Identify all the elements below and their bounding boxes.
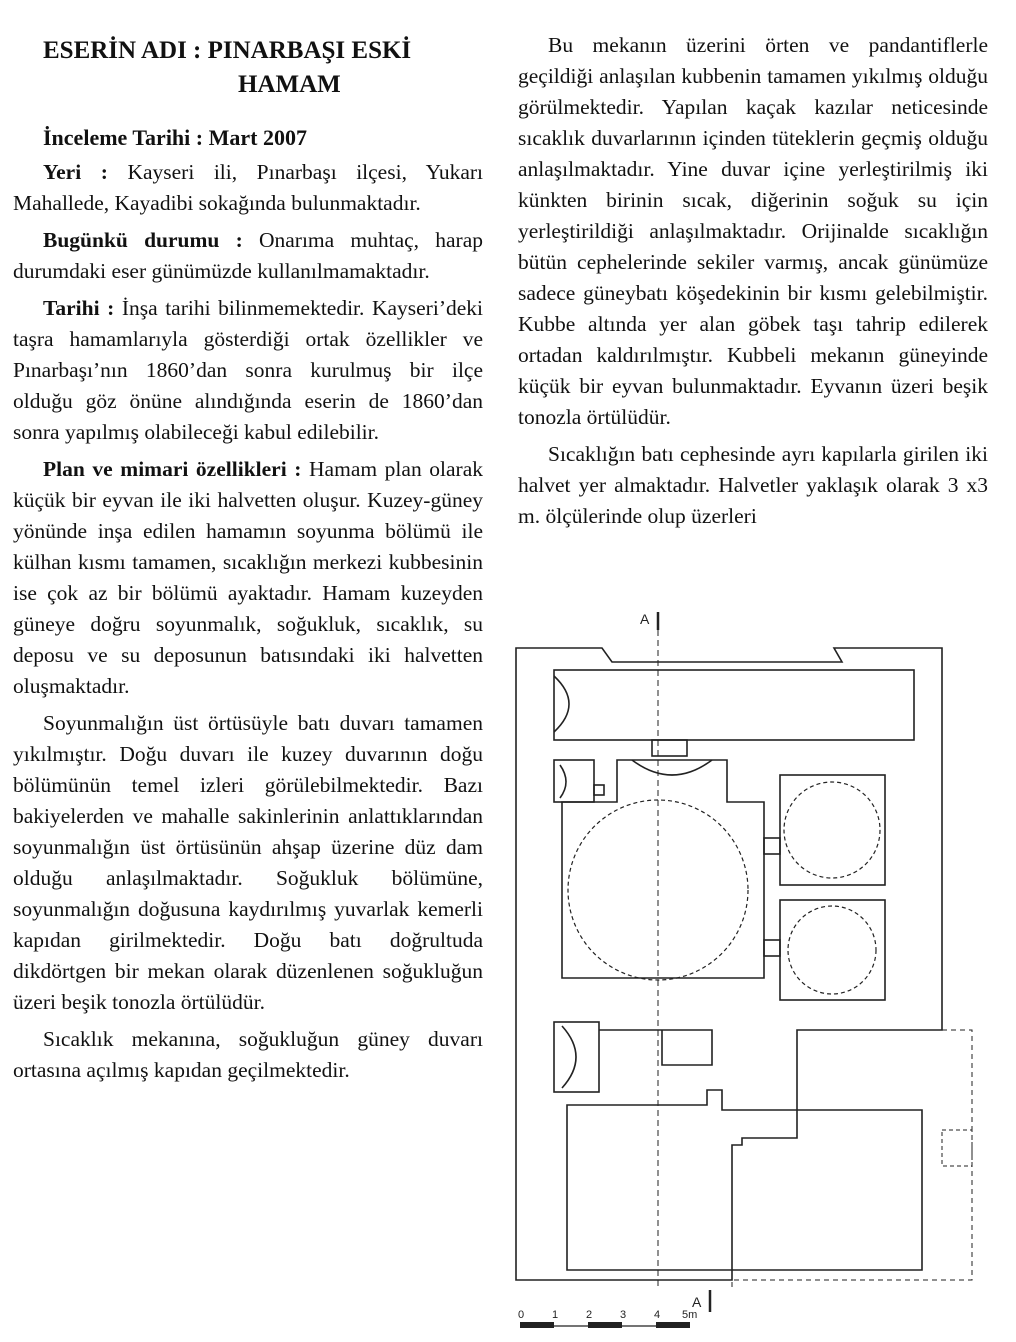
history-label: Tarihi : (43, 296, 115, 320)
hot-room-niche (632, 760, 712, 775)
location-text: Kayseri ili, Pınarbaşı ilçesi, Yukarı Mahallede, Kayadibi sokağında bulunmaktadır. (13, 160, 483, 215)
condition-text: Onarıma muhtaç, harap durumdaki eser günümüzde kullanılmamaktadır. (13, 228, 484, 283)
section-label-bottom: A (692, 1294, 702, 1310)
scale-tick-label: 5m (682, 1309, 698, 1321)
condition-paragraph (13, 225, 483, 287)
doorway (594, 785, 604, 795)
condition-label: Bugünkü durumu : (43, 228, 243, 252)
water-tank (567, 1090, 922, 1270)
plan-paragraph (13, 454, 483, 702)
location-label: Yeri : (43, 160, 108, 184)
halvet-room (780, 900, 885, 1000)
eyvan-niche (562, 1026, 576, 1088)
left-column (13, 30, 483, 1092)
inspection-value: Mart 2007 (208, 125, 307, 150)
title-line-1: ESERİN ADI : PINARBAŞI ESKİ (43, 37, 412, 64)
inspection-label: İnceleme Tarihi : (43, 125, 204, 150)
hot-room (562, 760, 764, 978)
halvet-dome (784, 782, 880, 878)
scale-tick-label: 0 (518, 1309, 525, 1321)
doorway (652, 740, 687, 756)
history-text: İnşa tarihi bilinmemektedir. Kayseri’deki taşra hamamlarıyla gösterdiği ortak özellikler ve Pınarbaşı’nın 1860’dan sonra kurulmuş bir ilçe olduğu göz önüne alındığında eserin de 1860’dan sonra yapılmış olabileceği kabul edilebilir. (13, 296, 483, 444)
cold-room-niche (554, 676, 569, 732)
location-paragraph (13, 157, 483, 219)
halvet-room (780, 775, 885, 885)
doorway (764, 940, 780, 956)
body-paragraph: Sıcaklığın batı cephesinde ayrı kapılarla girilen iki halvet yer almaktadır. Halvetler yaklaşık olarak 3 x3 m. ölçülerinde olup üzerleri (518, 442, 988, 528)
doorway (764, 838, 780, 854)
body-paragraph: Bu mekanın üzerini örten ve pandantiflerle geçildiği anlaşılan kubbenin tamamen yıkılmış olduğu görülmektedir. Yapılan kaçak kazılar neticesinde sıcaklık duvarlarının içinden tüteklerin geçmiş olduğu anlaşılmaktadır. Yine duvar içine yerleştirilmiş iki künkten birinin sıcak, diğerinin soğuk su için yerleştirildiği anlaşılmaktadır. Orijinalde sıcaklığın bütün cephelerinde sekiler varmış, ancak günümüze sadece güneybatı köşedekinin bir kısmı gelebilmiştir. Kubbe altında yer alan göbek taşı tahrip edilerek ortadan kaldırılmıştır. Kubbeli mekanın güneyinde küçük bir eyvan bulunmaktadır. Eyvanın üzeri beşik tonozla örtülüdür. (518, 33, 988, 429)
page-title (13, 34, 483, 102)
scale-tick-label: 2 (586, 1309, 593, 1321)
scale-tick-label: 1 (552, 1309, 559, 1321)
cold-room (554, 670, 914, 740)
scale-tick-label: 4 (654, 1309, 661, 1321)
floor-plan-svg (512, 600, 1002, 1337)
right-column (518, 30, 988, 538)
title-line-2: HAMAM (238, 71, 341, 98)
dashed-line (732, 1030, 972, 1290)
body-paragraph: Sıcaklık mekanına, soğukluğun güney duvarı ortasına açılmış kapıdan geçilmektedir. (13, 1027, 483, 1082)
dashed-door (942, 1130, 972, 1166)
section-label-top: A (640, 611, 650, 627)
floor-plan-drawing (512, 600, 1002, 1337)
scale-tick-label: 3 (620, 1309, 627, 1321)
plan-text: Hamam plan olarak küçük bir eyvan ile iki halvetten oluşur. Kuzey-güney yönünde inşa edilen hamamın soyunma bölümü ile külhan kısmı tamamen, sıcaklığın merkezi kubbesinin ise çok az bir bölümü ayaktadır. Hamam kuzeyden güneye doğru soyunmalık, soğukluk, sıcaklık, su deposu ve su deposunun batısındaki iki halvetten oluşmaktadır. (13, 457, 484, 698)
scale-bar (518, 1309, 697, 1328)
history-paragraph (13, 293, 483, 448)
inspection-date (13, 122, 483, 153)
small-room-niche (560, 765, 566, 798)
body-paragraph: Soyunmalığın üst örtüsüyle batı duvarı tamamen yıkılmıştır. Doğu duvarı ile kuzey duvarının doğu bölümünün temel izleri görülebilmektedir. Bazı bakiyelerden ve mahalle sakinlerinin anlattıklarından soyunmalığın üst örtüsünün ahşap üzerine düz dam olduğu anlaşılmaktadır. Soğukluk bölümüne, soyunmalığın doğusuna kaydırılmış yuvarlak kemerli kapıdan girilmektedir. Doğu batı doğrultuda dikdörtgen bir mekan olarak düzenlenen soğukluğun üzeri beşik tonozla örtülüdür. (13, 711, 483, 1014)
plan-label: Plan ve mimari özellikleri : (43, 457, 302, 481)
outer-wall (516, 648, 942, 1280)
passage (599, 1030, 712, 1065)
halvet-dome (788, 906, 876, 994)
